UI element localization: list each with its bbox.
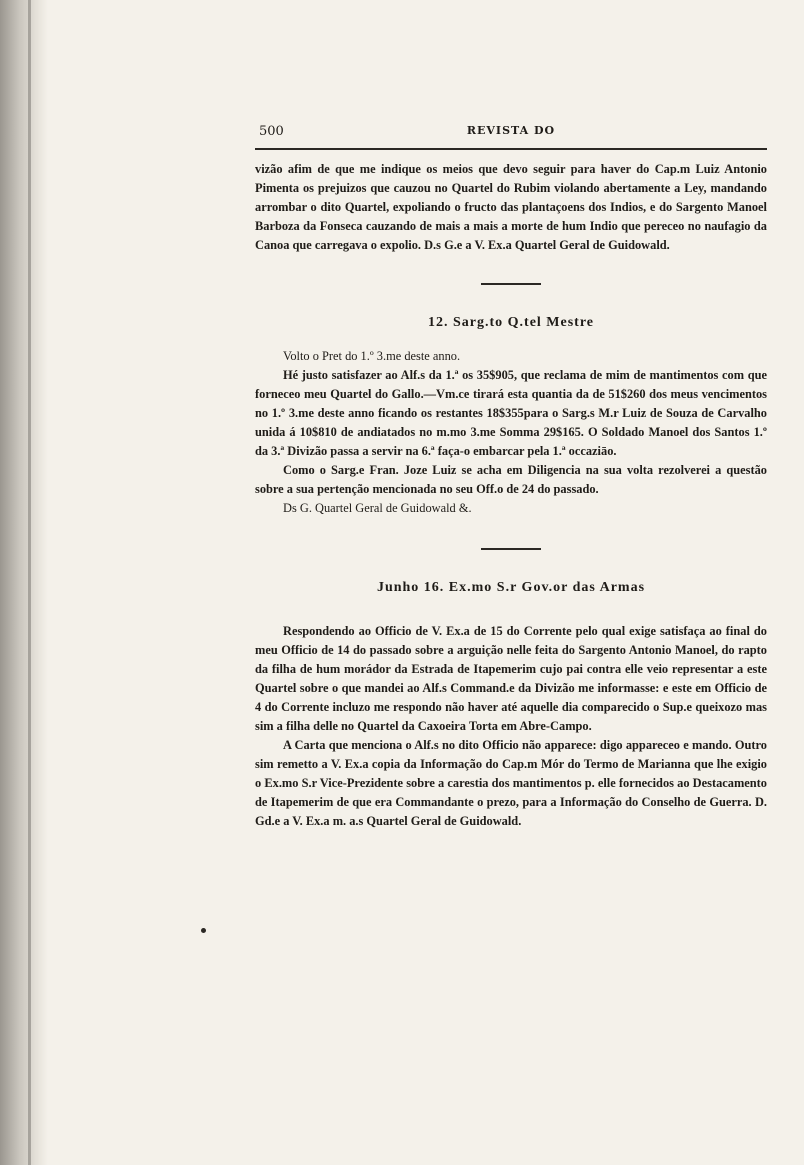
document-page xyxy=(255,120,767,831)
section-divider xyxy=(481,283,541,285)
paragraph-respondendo: Respondendo ao Officio de V. Ex.a de 15 do Corrente pelo qual exige satisfaça ao final do meu Officio de 14 do passado sobre a arguição nelle feita do Sargento Antonio Manoel, do rapto da filha de hum morádor da Estrada de Itapemerim cujo pai contra elle veio representar a este Quartel sobre o que mandei ao Alf.s Command.e da Divizão me informasse: e este em Officio de 4 do Corrente incluzo me respondo não haver até aquelle dia comparecido o Sup.e queixozo mas sim a filha delle no Quartel da Caxoeira Torta em Abre-Campo. xyxy=(255,624,767,733)
paragraph-alferes: Hé justo satisfazer ao Alf.s da 1.ª os 35$905, que reclama de mim de mantimentos com que forneceo meu Quartel do Gallo.—Vm.ce tirará esta quantia da de 51$260 dos meus vencimentos no 1.º 3.me deste anno ficando os restantes 18$355para o Sarg.s M.r Luiz de Souza de Carvalho unida á 10$810 de andiatados no m.mo 3.me Somma 29$165. O Soldado Manoel dos Santos 1.º da 3.ª Divizão passa a servir na 6.ª faça-o embarcar pela 1.ª occaziāo. xyxy=(255,368,767,458)
paragraph-diligencia: Como o Sarg.e Fran. Joze Luiz se acha em Diligencia na sua volta rezolverei a questão sobre a sua pertenção mencionada no seu Off.o de 24 do passado. xyxy=(255,463,767,496)
page-gutter-shadow xyxy=(0,0,48,1165)
page-number: 500 xyxy=(259,124,284,139)
margin-mark xyxy=(201,928,206,933)
running-header xyxy=(255,120,767,142)
section-heading-sargento: 12. Sarg.to Q.tel Mestre xyxy=(427,315,595,330)
continued-paragraph: vizão afim de que me indique os meios que devo seguir para haver do Cap.m Luiz Antonio Pimenta os prejuizos que cauzou no Quartel do Rubim violando abertamente a Ley, mandando arrombar o dito Quartel, expoliando o fructo das plantaçoens dos Indios, e do Sargento Manoel Barboza da Fonseca cauzando de mais a mais a morte de hum Indio que pereceo no naufagio da Canoa que carregava o expolio. D.s G.e a V. Ex.a Quartel Geral de Guidowald. xyxy=(255,162,767,252)
section-divider-2 xyxy=(481,548,541,550)
header-rule xyxy=(255,148,767,150)
signature-line: Ds G. Quartel Geral de Guidowald &. xyxy=(283,501,472,515)
paragraph-carta: A Carta que menciona o Alf.s no dito Officio não apparece: digo appareceo e mando. Outro sim remetto a V. Ex.a copia da Informação do Cap.m Mór do Termo de Marianna que lhe exigio o Ex.mo S.r Vice-Prezidente sobre a carestia dos mantimentos p. elle fornecidos ao Destacamento de Itapemerim de que era Commandante o prezo, para a Informação do Conselho de Guerra. D. Gd.e a V. Ex.a m. a.s Quartel Geral de Guidowald. xyxy=(255,738,767,828)
binding-fold xyxy=(28,0,31,1165)
paragraph-pret: Volto o Pret do 1.º 3.me deste anno. xyxy=(283,349,461,363)
running-title: REVISTA DO xyxy=(466,124,556,137)
section-heading-junho: Junho 16. Ex.mo S.r Gov.or das Armas xyxy=(376,580,646,595)
